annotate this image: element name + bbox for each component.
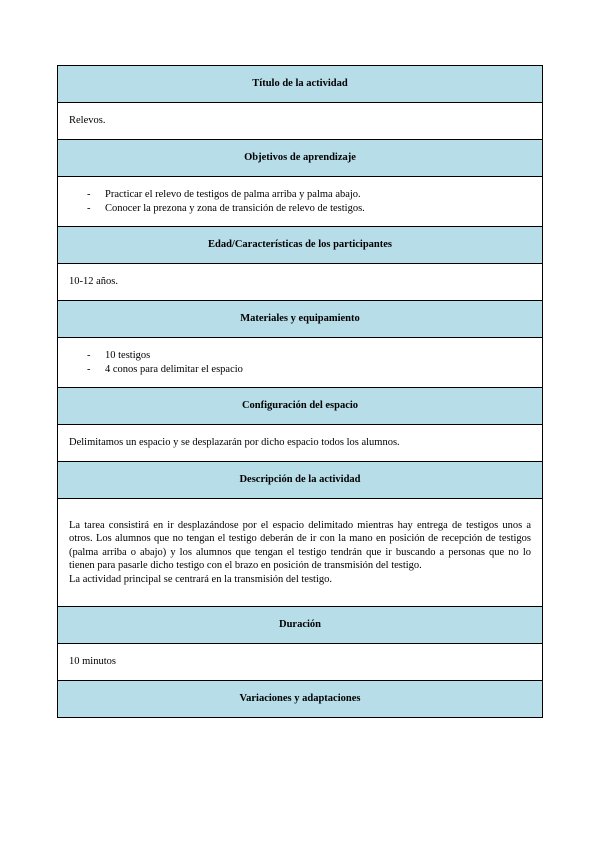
duration-header: Duración — [58, 607, 543, 644]
header-row — [58, 607, 543, 644]
header-row — [58, 140, 543, 177]
content-row — [58, 103, 543, 140]
content-row — [58, 499, 543, 607]
header-row — [58, 462, 543, 499]
description-header: Descripción de la actividad — [58, 462, 543, 499]
header-row — [58, 681, 543, 718]
title-header: Título de la actividad — [58, 66, 543, 103]
content-row — [58, 338, 543, 388]
description-paragraph: La tarea consistirá en ir desplazándose por el espacio delimitado mientras hay entrega de testigos unos a otros. Los alumnos que no tengan el testigo deberán de ir con la mano en posición de recepción de testigos (palma arriba o abajo) y los alumnos que tengan el testigo tendrán que ir buscando a personas que no lo tienen para pasarle dicho testigo con el brazo en posición de transmisión del testigo. — [69, 519, 531, 572]
objectives-header: Objetivos de aprendizaje — [58, 140, 543, 177]
duration-text: 10 minutos — [58, 644, 543, 681]
description-text — [58, 499, 543, 607]
list-item: - 4 conos para delimitar el espacio — [105, 363, 531, 377]
activity-title: Relevos. — [58, 103, 543, 140]
space-header: Configuración del espacio — [58, 388, 543, 425]
list-item: - 10 testigos — [105, 349, 531, 363]
content-row — [58, 264, 543, 301]
materials-header: Materiales y equipamiento — [58, 301, 543, 338]
materials-list — [58, 338, 543, 388]
header-row — [58, 66, 543, 103]
description-paragraph: La actividad principal se centrará en la transmisión del testigo. — [69, 573, 332, 585]
header-row — [58, 301, 543, 338]
header-row — [58, 388, 543, 425]
space-text: Delimitamos un espacio y se desplazarán por dicho espacio todos los alumnos. — [58, 425, 543, 462]
variations-header: Variaciones y adaptaciones — [58, 681, 543, 718]
list-item: - Conocer la prezona y zona de transición de relevo de testigos. — [105, 202, 531, 216]
content-row — [58, 425, 543, 462]
header-row — [58, 227, 543, 264]
participants-header: Edad/Características de los participantes — [58, 227, 543, 264]
content-row — [58, 644, 543, 681]
objectives-list — [58, 177, 543, 227]
list-item: - Practicar el relevo de testigos de palma arriba y palma abajo. — [105, 188, 531, 202]
activity-table — [57, 65, 543, 718]
participants-text: 10-12 años. — [58, 264, 543, 301]
content-row — [58, 177, 543, 227]
